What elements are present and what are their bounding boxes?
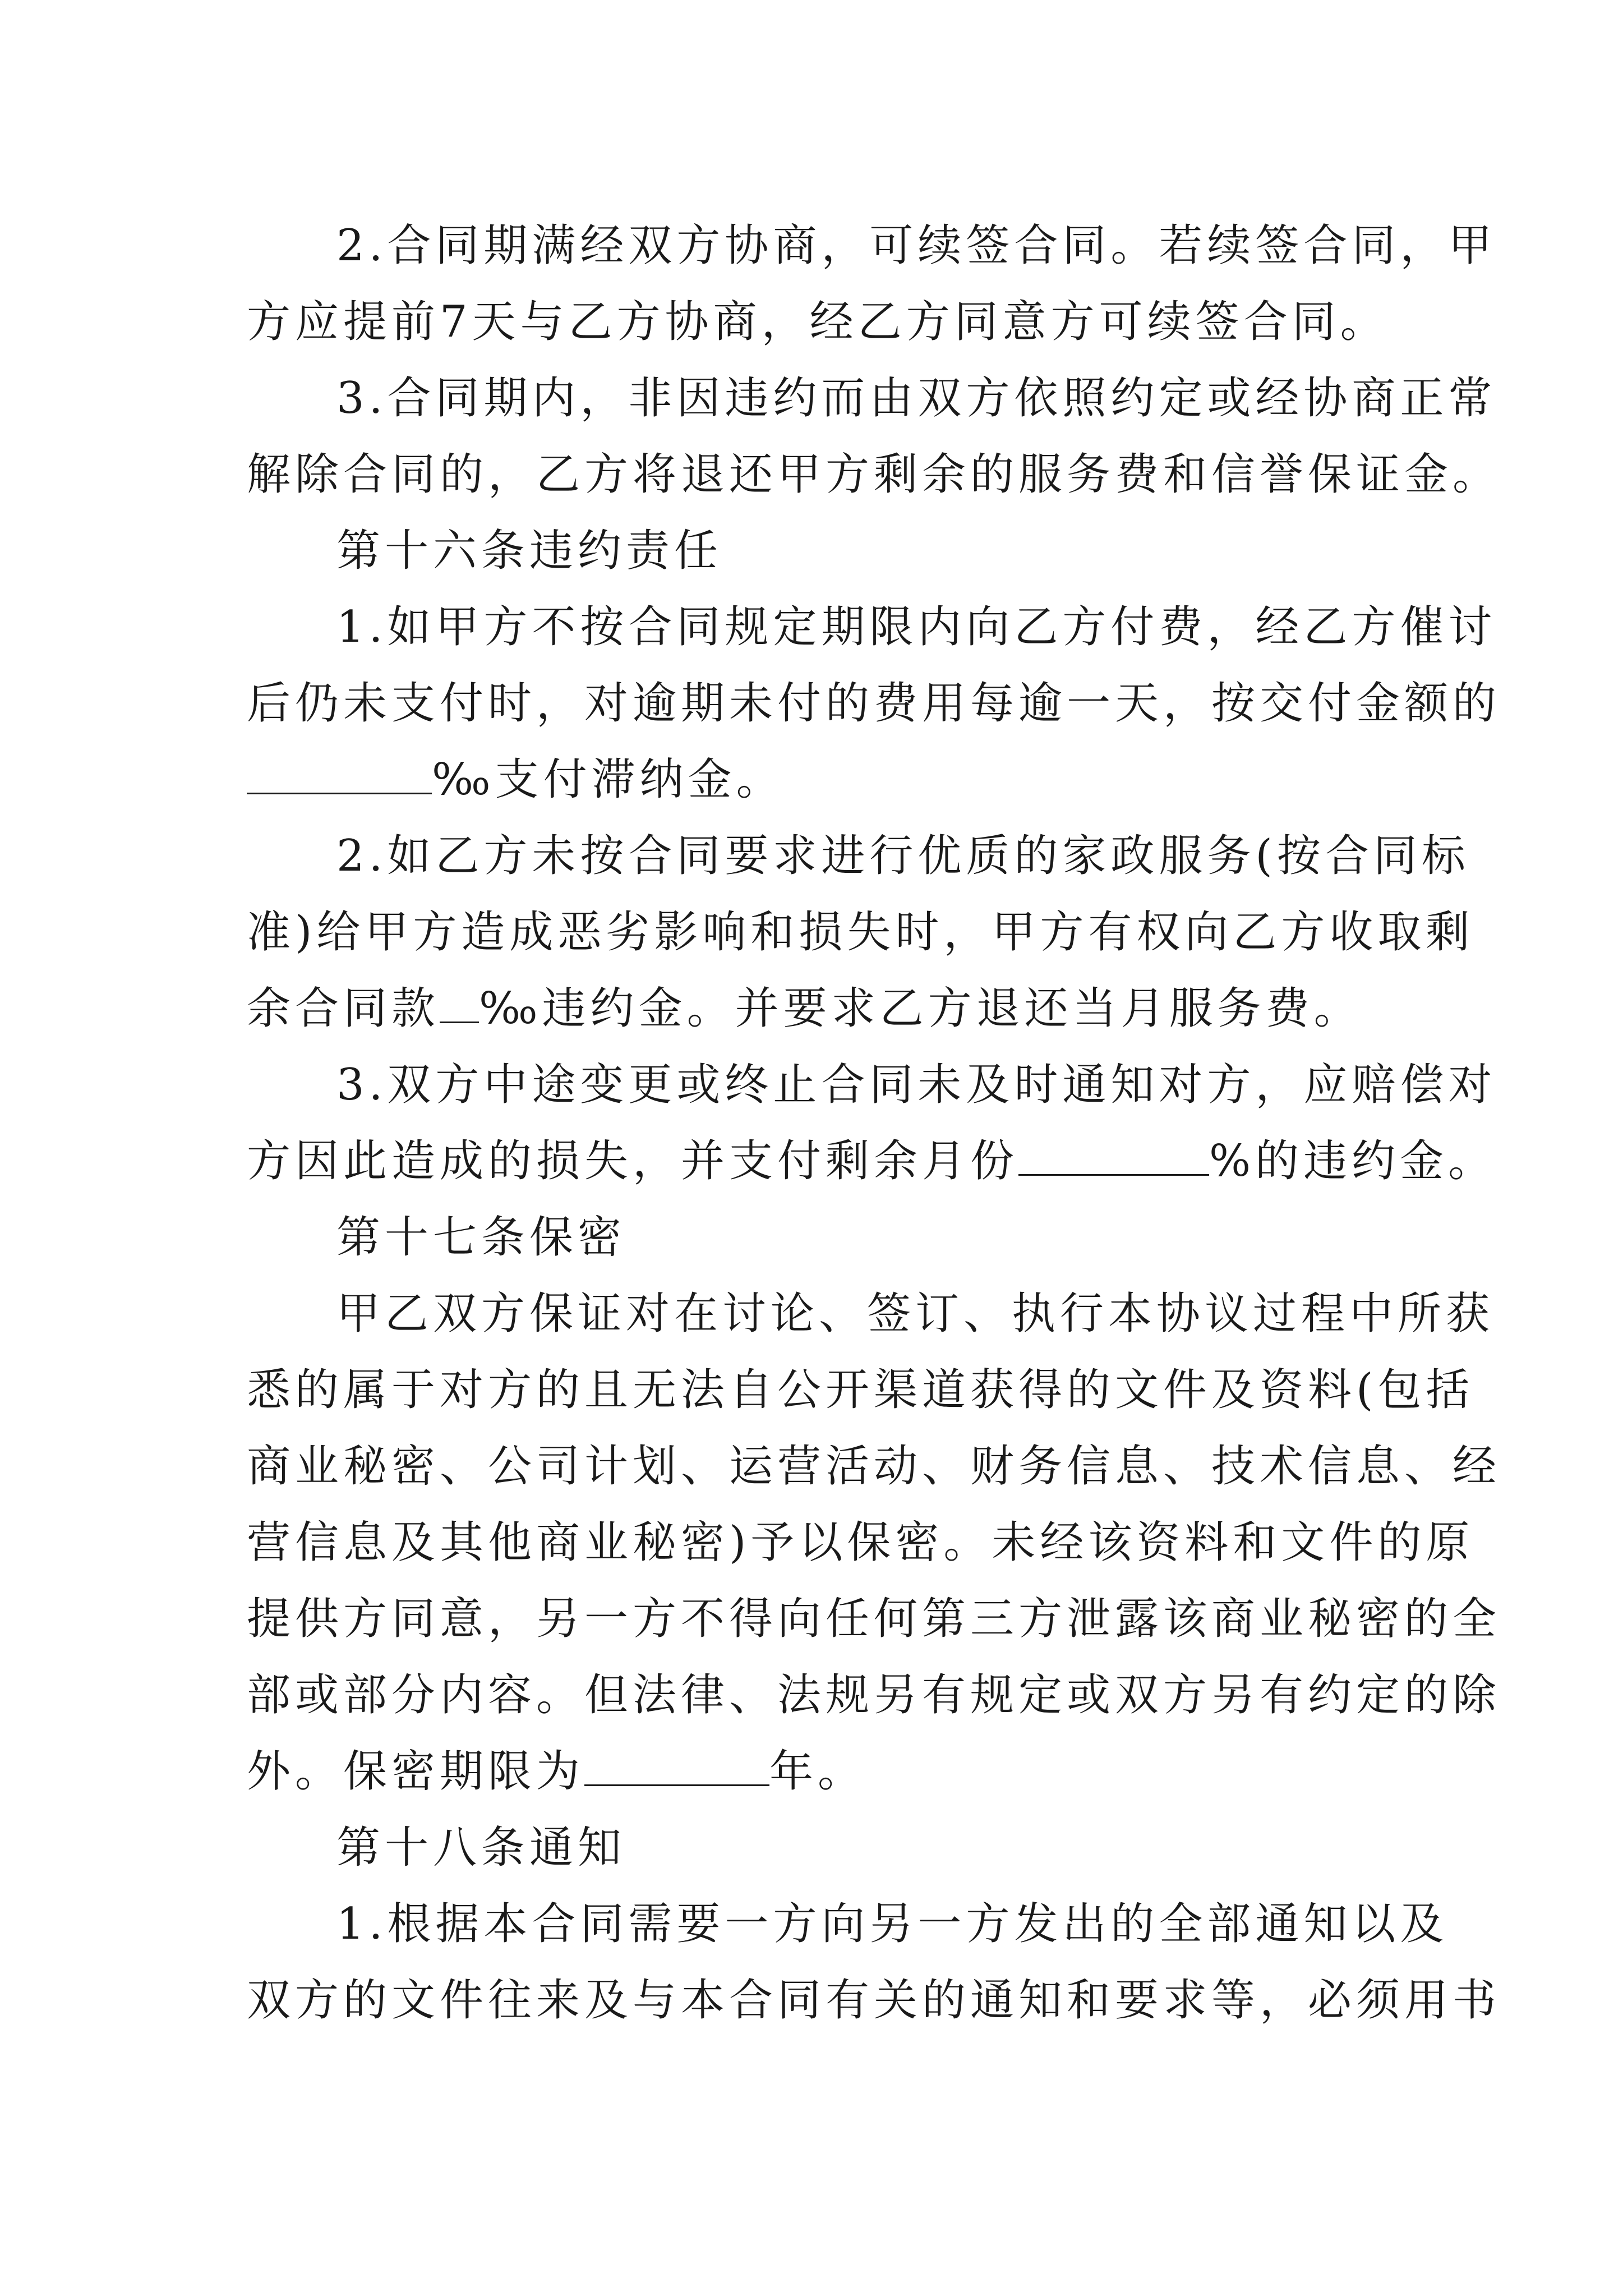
para-line: 悉的属于对方的且无法自公开渠道获得的文件及资料(包括	[247, 1365, 1474, 1415]
para-line: 准)给甲方造成恶劣影响和损失时，甲方有权向乙方收取剩	[247, 907, 1474, 958]
line-text: 外。保密期限为	[247, 1746, 585, 1797]
section-heading: 第十七条保密	[336, 1212, 626, 1263]
fill-in-blank[interactable]	[584, 1750, 769, 1786]
para-line: 2.合同期满经双方协商，可续签合同。若续签合同，甲	[336, 220, 1497, 271]
para-line: 解除合同的，乙方将退还甲方剩余的服务费和信誉保证金。	[247, 449, 1501, 500]
line-text: 余合同款	[247, 983, 440, 1034]
line-text: %的违约金。	[1209, 1136, 1497, 1186]
section-heading: 第十八条通知	[336, 1823, 626, 1873]
para-line: 后仍未支付时，对逾期未付的费用每逾一天，按交付金额的	[247, 678, 1501, 729]
para-line: 1.根据本合同需要一方向另一方发出的全部通知以及	[336, 1899, 1449, 1949]
fill-in-blank[interactable]	[1018, 1139, 1209, 1176]
para-line: 2.如乙方未按合同要求进行优质的家政服务(按合同标	[336, 831, 1470, 881]
line-text: 年。	[769, 1746, 866, 1797]
fill-in-blank[interactable]	[440, 987, 479, 1023]
para-line: 甲乙双方保证对在讨论、签订、执行本协议过程中所获	[336, 1289, 1495, 1339]
para-line: 商业秘密、公司计划、运营活动、财务信息、技术信息、经	[247, 1441, 1501, 1492]
section-heading: 第十六条违约责任	[336, 526, 723, 576]
para-line	[247, 742, 1391, 818]
para-line: 营信息及其他商业秘密)予以保密。未经该资料和文件的原	[247, 1517, 1474, 1568]
para-line: 方应提前7天与乙方协商，经乙方同意方可续签合同。	[247, 297, 1389, 347]
para-line: 3.合同期内，非因违约而由双方依照约定或经协商正常	[336, 373, 1497, 424]
line-text: 方因此造成的损失，并支付剩余月份	[247, 1136, 1019, 1186]
para-line: 1.如甲方不按合同规定期限内向乙方付费，经乙方催讨	[336, 602, 1497, 652]
line-text: ‰支付滞纳金。	[432, 754, 785, 805]
para-line: 部或部分内容。但法律、法规另有规定或双方另有约定的除	[247, 1670, 1501, 1720]
line-text: ‰违约金。并要求乙方退还当月服务费。	[479, 983, 1362, 1034]
para-line: 双方的文件往来及与本合同有关的通知和要求等，必须用书	[247, 1975, 1501, 2026]
document-page	[247, 208, 1501, 2039]
fill-in-blank[interactable]	[247, 758, 432, 794]
para-line	[247, 1123, 1497, 1199]
para-line: 提供方同意，另一方不得向任何第三方泄露该商业秘密的全	[247, 1594, 1501, 1644]
para-line: 3.双方中途变更或终止合同未及时通知对方，应赔偿对	[336, 1060, 1497, 1110]
para-line	[247, 1733, 1391, 1810]
para-line	[247, 970, 1391, 1047]
